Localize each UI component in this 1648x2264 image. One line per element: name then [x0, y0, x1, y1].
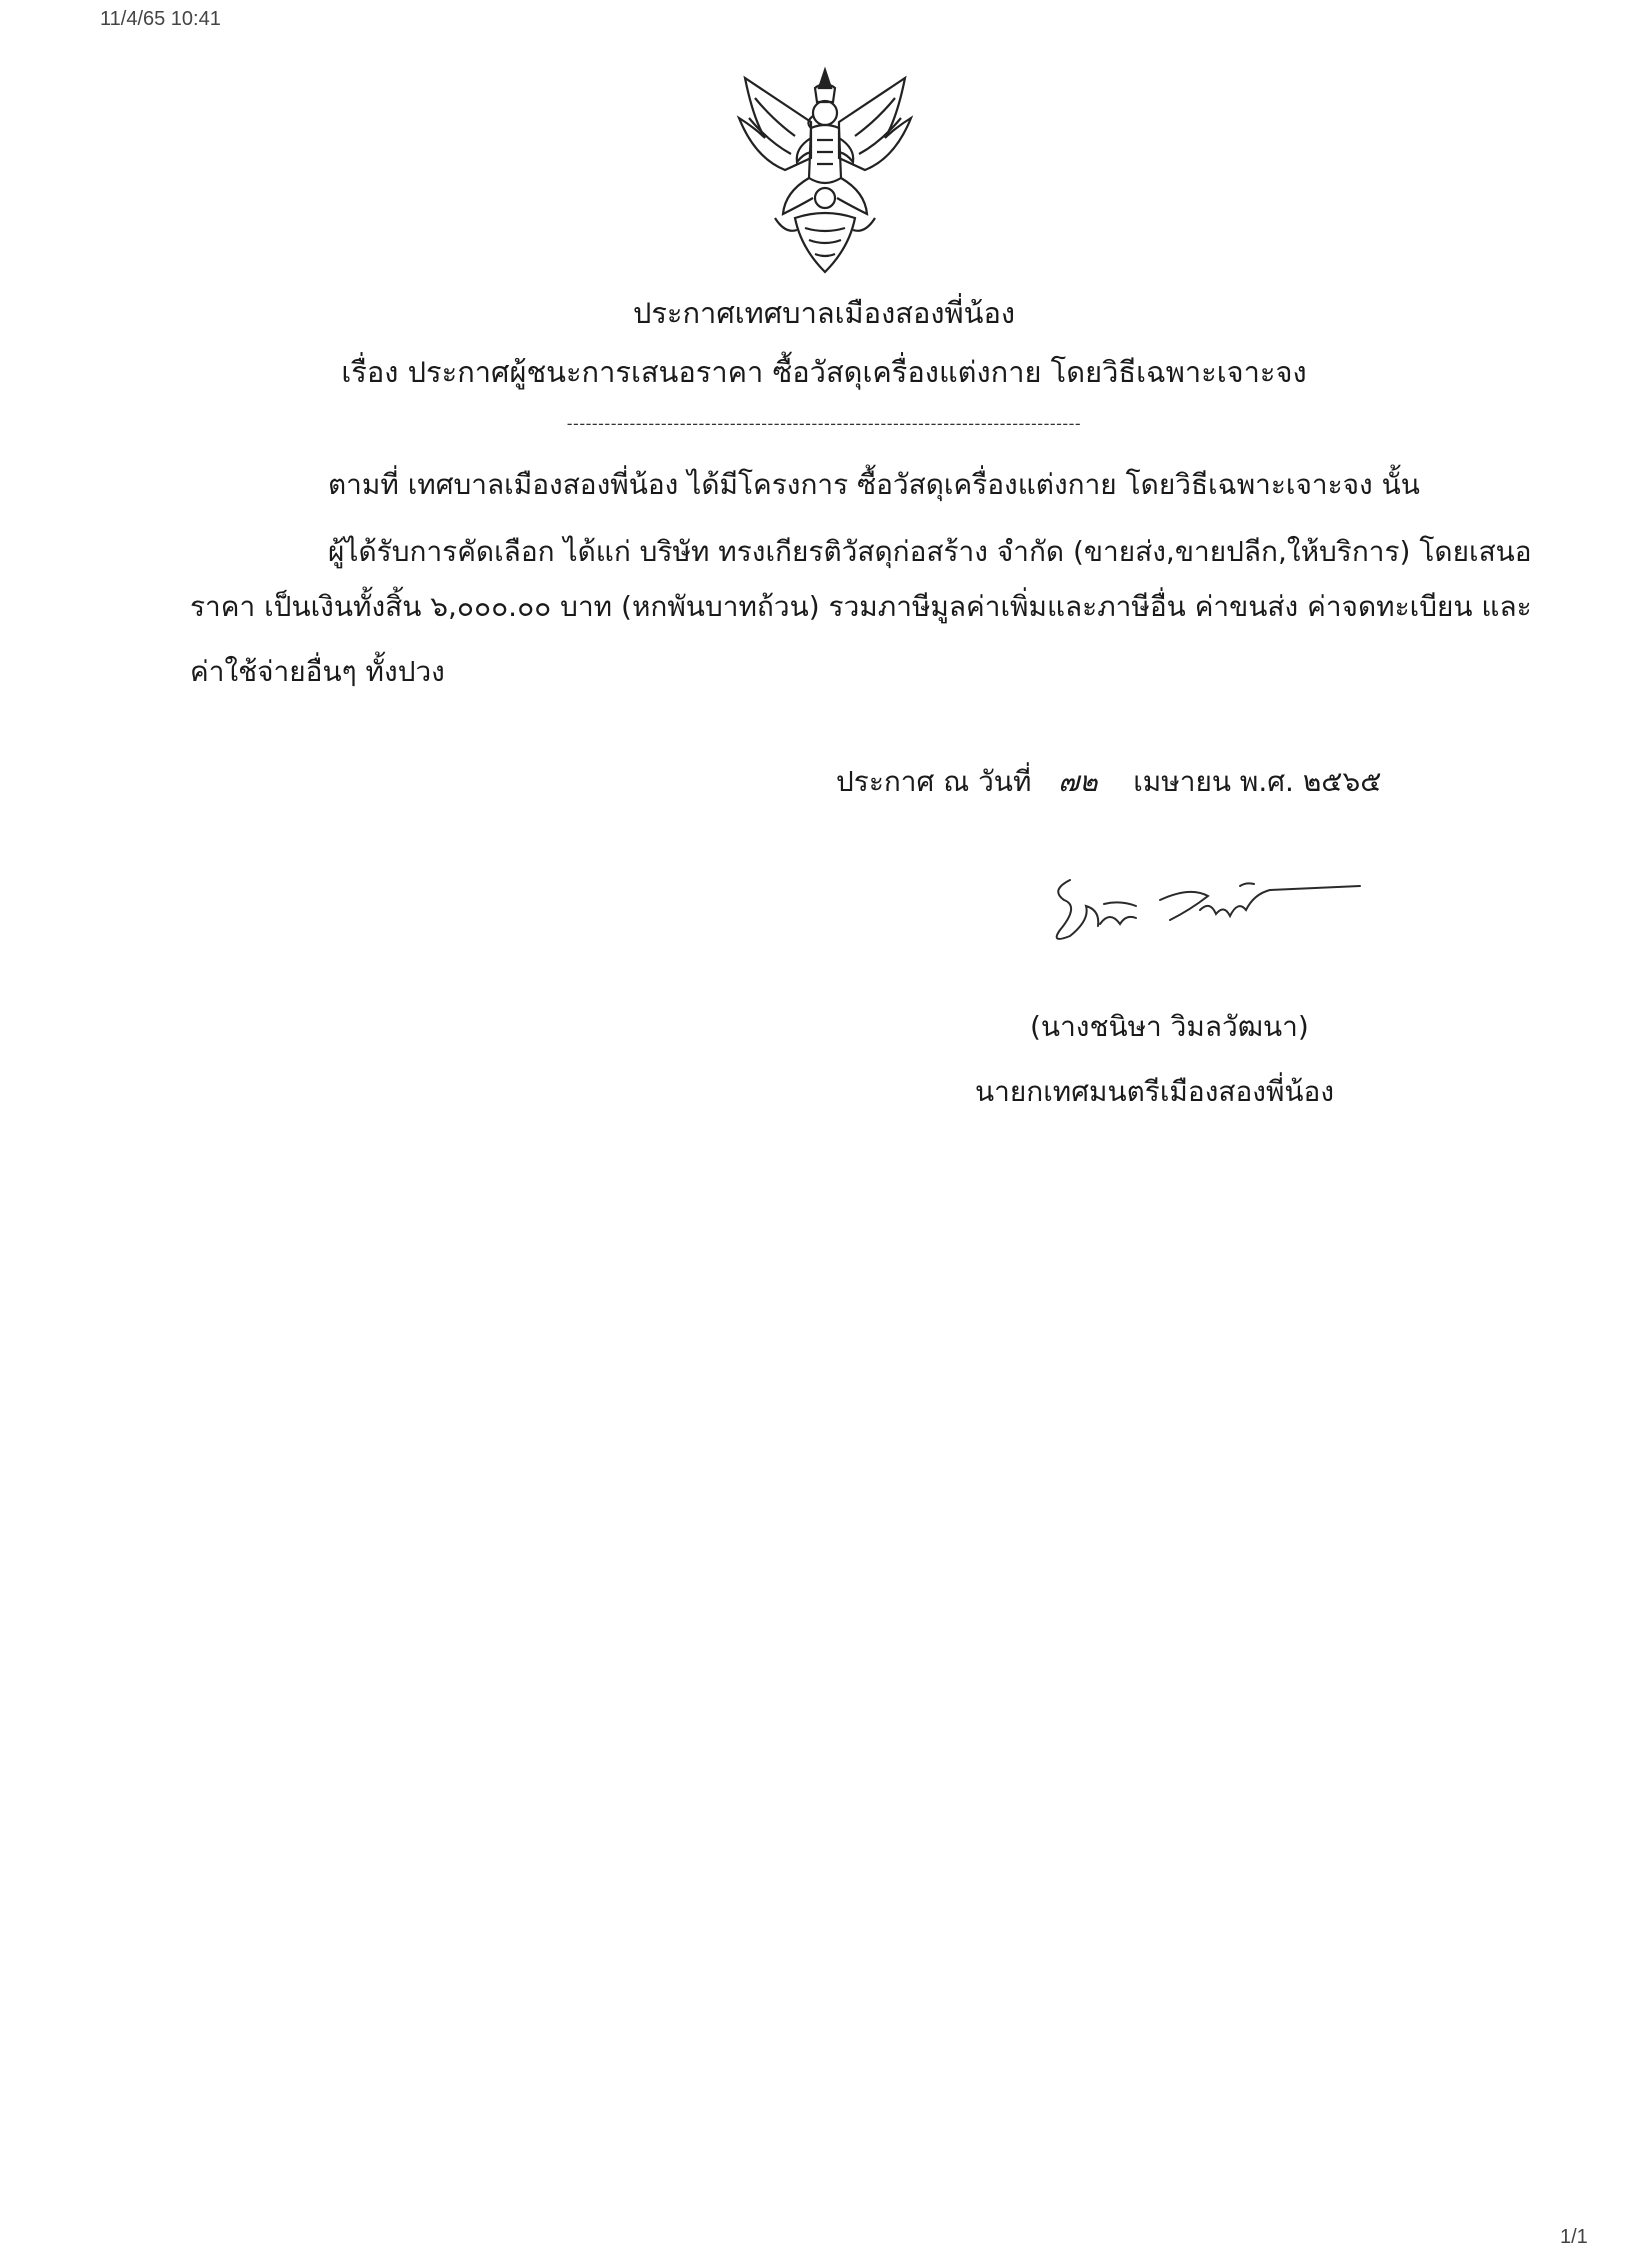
body-paragraph-line-2: ผู้ได้รับการคัดเลือก ได้แก่ บริษัท ทรงเกียรติวัสดุก่อสร้าง จำกัด (ขายส่ง,ขายปลีก,ให้บริการ) โดยเสนอ: [328, 535, 1532, 568]
body-paragraph-line-3: ราคา เป็นเงินทั้งสิ้น ๖,๐๐๐.๐๐ บาท (หกพันบาทถ้วน) รวมภาษีมูลค่าเพิ่มและภาษีอื่น ค่าขนส่ง ค่าจดทะเบียน และ: [190, 590, 1532, 623]
handwritten-signature: [1040, 860, 1370, 960]
body-paragraph-line-4: ค่าใช้จ่ายอื่นๆ ทั้งปวง: [190, 655, 445, 688]
divider-line: ----------------------------------------------------------------------------------: [566, 414, 1082, 433]
document-subject: เรื่อง ประกาศผู้ชนะการเสนอราคา ซื้อวัสดุเครื่องแต่งกาย โดยวิธีเฉพาะเจาะจง: [341, 355, 1307, 389]
print-timestamp: 11/4/65 10:41: [100, 8, 221, 30]
signer-title: นายกเทศมนตรีเมืองสองพี่น้อง: [975, 1075, 1335, 1108]
page-count: 1/1: [1560, 2226, 1588, 2248]
announcement-date: [836, 760, 1381, 804]
date-day: ๗๒: [1058, 765, 1098, 798]
signer-name: (นางชนิษา วิมลวัฒนา): [1030, 1010, 1309, 1043]
document-title: ประกาศเทศบาลเมืองสองพี่น้อง: [632, 296, 1016, 330]
date-suffix: เมษายน พ.ศ. ๒๕๖๕: [1133, 765, 1382, 798]
date-prefix: ประกาศ ณ วันที่: [836, 765, 1032, 798]
garuda-emblem-icon: [725, 58, 925, 288]
body-paragraph-line-1: ตามที่ เทศบาลเมืองสองพี่น้อง ได้มีโครงการ ซื้อวัสดุเครื่องแต่งกาย โดยวิธีเฉพาะเจาะจง นั้น: [328, 468, 1420, 501]
